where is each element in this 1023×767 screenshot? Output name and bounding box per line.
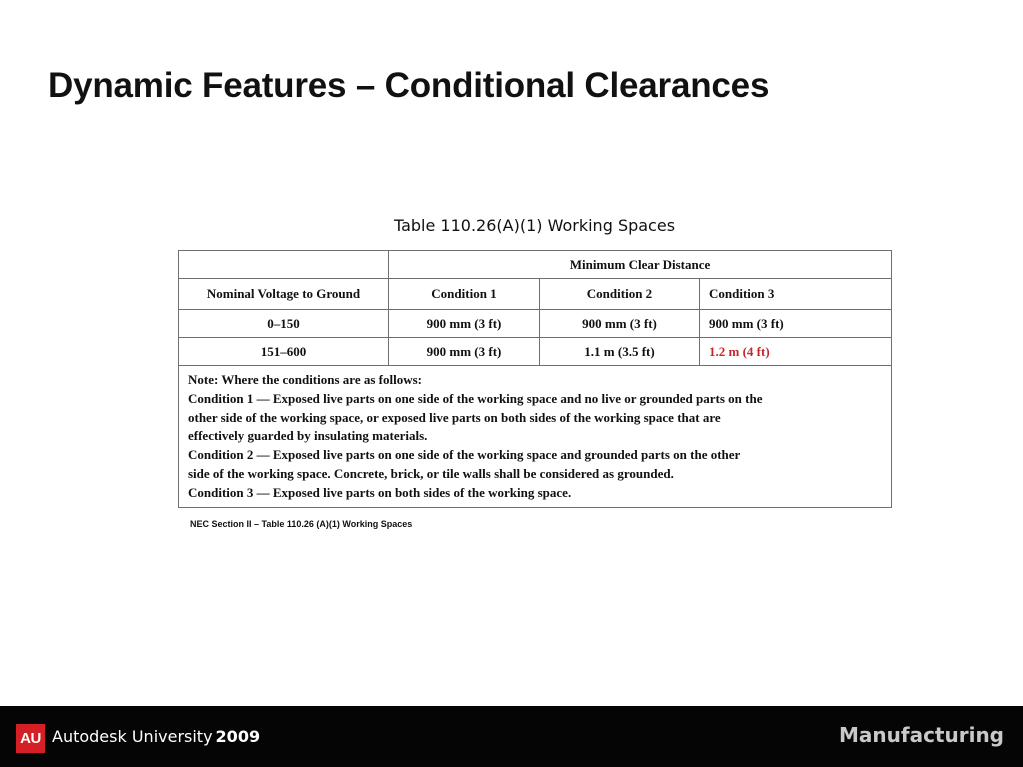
category-label: Manufacturing [839,723,1004,747]
note-cell [179,366,892,508]
slide-title: Dynamic Features – Conditional Clearances [48,66,770,105]
brand-text: Autodesk University [52,727,213,746]
brand-year: 2009 [215,727,261,746]
table-cell-voltage: 151–600 [179,338,389,366]
table-cell-voltage: 0–150 [179,310,389,338]
empty-header-cell [179,251,389,279]
table-header-row [179,251,892,279]
table-row [179,338,892,366]
column-header-condition-3: Condition 3 [700,279,892,310]
group-header-cell: Minimum Clear Distance [389,251,892,279]
note-line: effectively guarded by insulating materials. [188,428,428,444]
table-cell: 900 mm (3 ft) [540,310,700,338]
highlighted-cell: 1.2 m (4 ft) [700,338,892,366]
working-spaces-table [178,250,892,508]
table-row [179,310,892,338]
brand-name [52,727,260,746]
footer-bar [0,706,1023,767]
note-line: other side of the working space, or exposed live parts on both sides of the working space that are [188,409,721,425]
note-line: Condition 1 — Exposed live parts on one side of the working space and no live or grounded parts on the [188,390,763,406]
table-cell: 900 mm (3 ft) [389,310,540,338]
column-header-row [179,279,892,310]
table-cell: 900 mm (3 ft) [389,338,540,366]
note-line: Condition 3 — Exposed live parts on both sides of the working space. [188,484,572,500]
table-cell: 1.1 m (3.5 ft) [540,338,700,366]
source-caption: NEC Section II – Table 110.26 (A)(1) Working Spaces [190,519,413,529]
table-caption: Table 110.26(A)(1) Working Spaces [393,216,676,235]
column-header-voltage: Nominal Voltage to Ground [179,279,389,310]
note-line: Condition 2 — Exposed live parts on one side of the working space and grounded parts on the other [188,447,741,463]
column-header-condition-1: Condition 1 [389,279,540,310]
table-cell: 900 mm (3 ft) [700,310,892,338]
note-line: side of the working space. Concrete, brick, or tile walls shall be considered as grounded. [188,465,674,481]
au-logo: AU [16,724,45,753]
note-row [179,366,892,508]
column-header-condition-2: Condition 2 [540,279,700,310]
note-line: Note: Where the conditions are as follows: [188,372,422,387]
